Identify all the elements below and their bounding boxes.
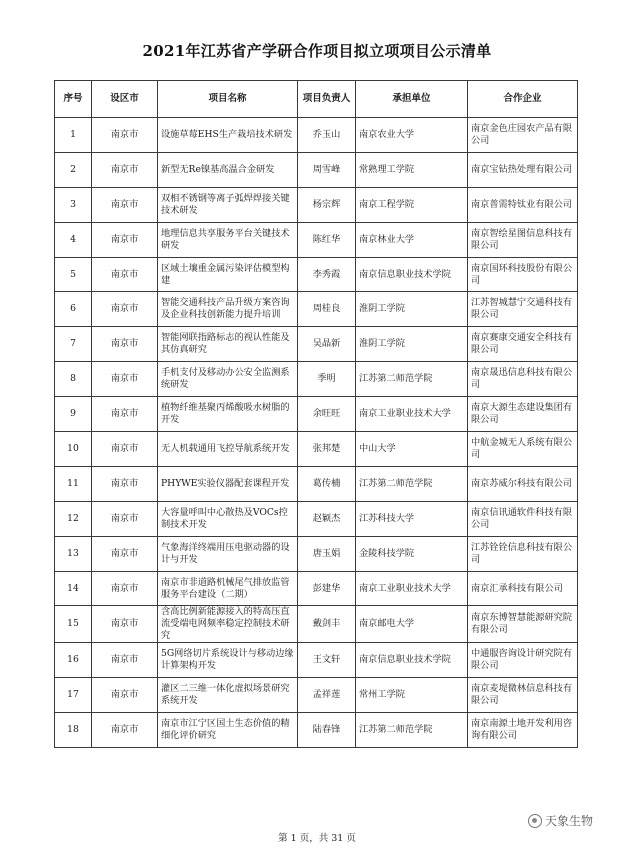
cell-project-name: 大容量呼叫中心散热及VOCs控制技术开发 xyxy=(158,501,298,536)
cell-no: 15 xyxy=(55,606,92,643)
cell-no: 12 xyxy=(55,501,92,536)
cell-leader: 余旺旺 xyxy=(298,397,356,432)
cell-project-name: 新型无Re镍基高温合金研发 xyxy=(158,152,298,187)
col-header-name: 项目名称 xyxy=(158,81,298,118)
cell-city: 南京市 xyxy=(92,152,158,187)
cell-no: 14 xyxy=(55,571,92,606)
cell-unit: 南京信息职业技术学院 xyxy=(356,257,468,292)
cell-no: 3 xyxy=(55,187,92,222)
cell-unit: 金陵科技学院 xyxy=(356,536,468,571)
cell-city: 南京市 xyxy=(92,643,158,678)
cell-leader: 孟祥莲 xyxy=(298,678,356,713)
cell-leader: 陆春锋 xyxy=(298,713,356,748)
cell-partner: 南京麦堤微林信息科技有限公司 xyxy=(468,678,578,713)
table-row xyxy=(55,397,578,432)
cell-no: 13 xyxy=(55,536,92,571)
table-row xyxy=(55,118,578,153)
cell-city: 南京市 xyxy=(92,187,158,222)
cell-project-name: 5G网络切片系统设计与移动边缘计算架构开发 xyxy=(158,643,298,678)
cell-city: 南京市 xyxy=(92,292,158,327)
cell-unit: 中山大学 xyxy=(356,432,468,467)
cell-partner: 南京汇承科技有限公司 xyxy=(468,571,578,606)
cell-no: 16 xyxy=(55,643,92,678)
table-row xyxy=(55,432,578,467)
cell-project-name: 手机支付及移动办公安全监测系统研发 xyxy=(158,362,298,397)
cell-city: 南京市 xyxy=(92,678,158,713)
cell-city: 南京市 xyxy=(92,571,158,606)
cell-city: 南京市 xyxy=(92,536,158,571)
table-row xyxy=(55,678,578,713)
cell-leader: 杨宗辉 xyxy=(298,187,356,222)
cell-leader: 吴晶新 xyxy=(298,327,356,362)
cell-no: 10 xyxy=(55,432,92,467)
table-row xyxy=(55,292,578,327)
cell-leader: 张邦楚 xyxy=(298,432,356,467)
cell-partner: 南京赛康交通安全科技有限公司 xyxy=(468,327,578,362)
table-header xyxy=(55,81,578,118)
col-header-unit: 承担单位 xyxy=(356,81,468,118)
cell-leader: 唐玉娟 xyxy=(298,536,356,571)
cell-leader: 季明 xyxy=(298,362,356,397)
cell-project-name: 植物纤维基聚丙烯酸吸水树脂的开发 xyxy=(158,397,298,432)
cell-project-name: 智能网联指路标志的视认性能及其仿真研究 xyxy=(158,327,298,362)
cell-partner: 南京宝钻热处理有限公司 xyxy=(468,152,578,187)
cell-project-name: 气象海洋终端用压电驱动器的设计与开发 xyxy=(158,536,298,571)
table-row xyxy=(55,362,578,397)
table-row xyxy=(55,222,578,257)
table-row xyxy=(55,643,578,678)
cell-unit: 江苏科技大学 xyxy=(356,501,468,536)
cell-leader: 周桂良 xyxy=(298,292,356,327)
cell-unit: 南京工程学院 xyxy=(356,187,468,222)
cell-leader: 赵颖杰 xyxy=(298,501,356,536)
cell-partner: 南京金色庄园农产品有限公司 xyxy=(468,118,578,153)
table-row xyxy=(55,713,578,748)
cell-leader: 王文轩 xyxy=(298,643,356,678)
cell-partner: 中通服咨询设计研究院有限公司 xyxy=(468,643,578,678)
cell-leader: 周雪峰 xyxy=(298,152,356,187)
table-row xyxy=(55,571,578,606)
table-row xyxy=(55,606,578,643)
cell-no: 11 xyxy=(55,466,92,501)
cell-unit: 江苏第二师范学院 xyxy=(356,713,468,748)
document-title: 2021年江苏省产学研合作项目拟立项项目公示清单 xyxy=(142,42,492,60)
cell-project-name: 南京市非道路机械尾气排放监管服务平台建设（二期） xyxy=(158,571,298,606)
cell-unit: 南京工业职业技术大学 xyxy=(356,571,468,606)
cell-city: 南京市 xyxy=(92,432,158,467)
cell-city: 南京市 xyxy=(92,713,158,748)
cell-leader: 乔玉山 xyxy=(298,118,356,153)
cell-leader: 李秀霞 xyxy=(298,257,356,292)
cell-project-name: PHYWE实验仪器配套课程开发 xyxy=(158,466,298,501)
table-row xyxy=(55,152,578,187)
cell-partner: 南京大源生态建设集团有限公司 xyxy=(468,397,578,432)
cell-partner: 南京东博智慧能源研究院有限公司 xyxy=(468,606,578,643)
cell-project-name: 含高比例新能源接入的特高压直流受端电网频率稳定控制技术研究 xyxy=(158,606,298,643)
watermark xyxy=(528,812,593,829)
cell-unit: 常州工学院 xyxy=(356,678,468,713)
cell-city: 南京市 xyxy=(92,362,158,397)
table-row xyxy=(55,466,578,501)
cell-partner: 中航金城无人系统有限公司 xyxy=(468,432,578,467)
cell-unit: 南京工业职业技术大学 xyxy=(356,397,468,432)
cell-unit: 南京农业大学 xyxy=(356,118,468,153)
cell-city: 南京市 xyxy=(92,501,158,536)
col-header-leader: 项目负责人 xyxy=(298,81,356,118)
cell-city: 南京市 xyxy=(92,257,158,292)
cell-project-name: 区域土壤重金属污染评估模型构建 xyxy=(158,257,298,292)
cell-project-name: 南京市江宁区国土生态价值的精细化评价研究 xyxy=(158,713,298,748)
cell-unit: 南京林业大学 xyxy=(356,222,468,257)
table-row xyxy=(55,327,578,362)
cell-no: 9 xyxy=(55,397,92,432)
cell-no: 8 xyxy=(55,362,92,397)
cell-no: 17 xyxy=(55,678,92,713)
cell-city: 南京市 xyxy=(92,606,158,643)
table-body xyxy=(55,118,578,748)
table-row xyxy=(55,536,578,571)
cell-partner: 南京信讯通软件科技有限公司 xyxy=(468,501,578,536)
page-footer: 第 1 页，共 31 页 xyxy=(278,833,356,844)
watermark-text: 天象生物 xyxy=(545,814,594,828)
cell-city: 南京市 xyxy=(92,327,158,362)
cell-unit: 淮阴工学院 xyxy=(356,327,468,362)
cell-unit: 南京信息职业技术学院 xyxy=(356,643,468,678)
cell-no: 7 xyxy=(55,327,92,362)
cell-project-name: 灌区二三维一体化虚拟场景研究系统开发 xyxy=(158,678,298,713)
cell-unit: 淮阴工学院 xyxy=(356,292,468,327)
cell-partner: 南京普需特钛业有限公司 xyxy=(468,187,578,222)
cell-city: 南京市 xyxy=(92,118,158,153)
cell-leader: 葛传楠 xyxy=(298,466,356,501)
cell-no: 4 xyxy=(55,222,92,257)
cell-no: 1 xyxy=(55,118,92,153)
cell-no: 5 xyxy=(55,257,92,292)
cell-leader: 彭建华 xyxy=(298,571,356,606)
cell-partner: 南京南源土地开发利用咨询有限公司 xyxy=(468,713,578,748)
col-header-no: 序号 xyxy=(55,81,92,118)
cell-project-name: 无人机载通用飞控导航系统开发 xyxy=(158,432,298,467)
cell-project-name: 设施草莓EHS生产栽培技术研发 xyxy=(158,118,298,153)
table-row xyxy=(55,187,578,222)
cell-no: 6 xyxy=(55,292,92,327)
cell-no: 18 xyxy=(55,713,92,748)
cell-city: 南京市 xyxy=(92,222,158,257)
cell-partner: 江苏铨铨信息科技有限公司 xyxy=(468,536,578,571)
table-row xyxy=(55,257,578,292)
cell-unit: 江苏第二师范学院 xyxy=(356,362,468,397)
col-header-city: 设区市 xyxy=(92,81,158,118)
table-row xyxy=(55,501,578,536)
cell-leader: 陈红华 xyxy=(298,222,356,257)
cell-unit: 南京邮电大学 xyxy=(356,606,468,643)
cell-no: 2 xyxy=(55,152,92,187)
wechat-account-icon xyxy=(528,814,542,828)
cell-partner: 南京苏威尔科技有限公司 xyxy=(468,466,578,501)
cell-unit: 江苏第二师范学院 xyxy=(356,466,468,501)
cell-project-name: 地理信息共享服务平台关键技术研发 xyxy=(158,222,298,257)
cell-city: 南京市 xyxy=(92,397,158,432)
cell-project-name: 双相不锈钢等离子弧焊焊接关键技术研发 xyxy=(158,187,298,222)
project-table xyxy=(54,80,578,748)
cell-project-name: 智能交通科技产品升级方案咨询及企业科技创新能力提升培训 xyxy=(158,292,298,327)
cell-partner: 南京晟迅信息科技有限公司 xyxy=(468,362,578,397)
cell-partner: 南京国环科技股份有限公司 xyxy=(468,257,578,292)
cell-leader: 戴剑丰 xyxy=(298,606,356,643)
col-header-partner: 合作企业 xyxy=(468,81,578,118)
cell-partner: 江苏智城慧宁交通科技有限公司 xyxy=(468,292,578,327)
cell-partner: 南京智绘星图信息科技有限公司 xyxy=(468,222,578,257)
cell-city: 南京市 xyxy=(92,466,158,501)
header-row xyxy=(55,81,578,118)
cell-unit: 常熟理工学院 xyxy=(356,152,468,187)
